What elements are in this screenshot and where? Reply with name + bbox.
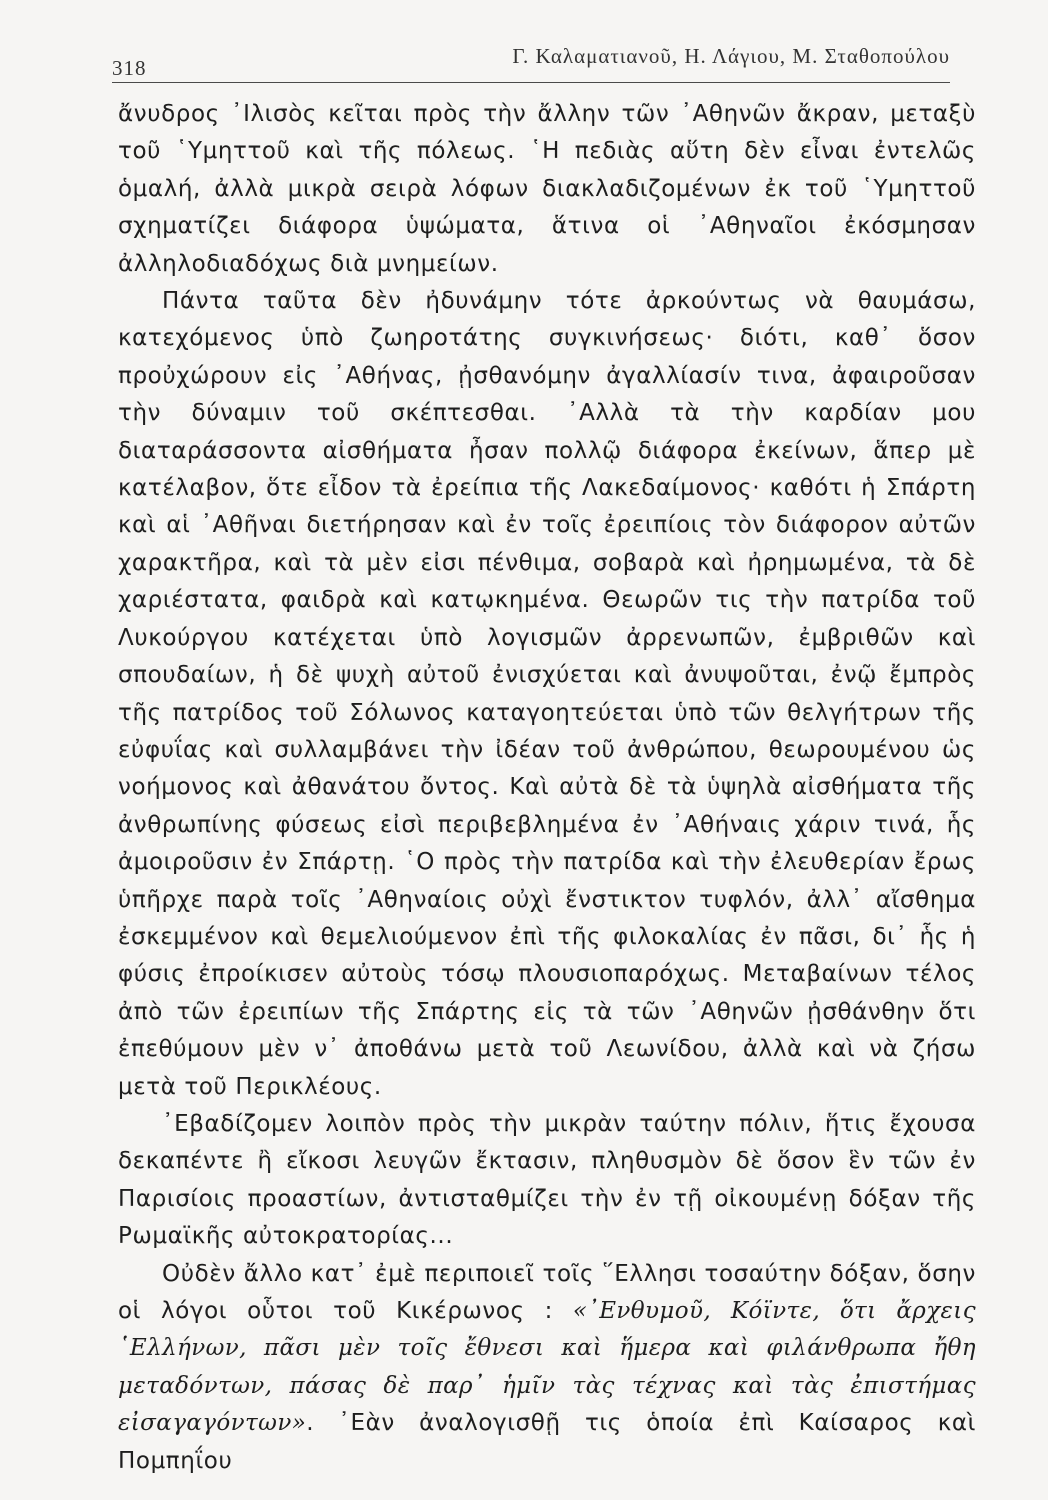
page-number: 318 [112,56,147,80]
paragraph-1: ἄνυδρος ᾿Ιλισὸς κεῖται πρὸς τὴν ἄλλην τῶν ᾿Αθηνῶν ἄκραν, μεταξὺ τοῦ ῾Υμηττοῦ καὶ τῆς πόλεως. ῾Η πεδιὰς αὕτη δὲν εἶναι ἐντελῶς ὁμαλή, ἀλλὰ μικρὰ σειρὰ λόφων διακλαδιζομένων ἐκ τοῦ ῾Υμηττοῦ σχηματίζει διάφορα ὑψώματα, ἅτινα οἱ ᾿Αθηναῖοι ἐκόσμησαν ἀλληλοδιαδόχως διὰ μνημείων. [118,101,976,277]
paragraph-4-tail: . ᾿Εὰν ἀναλογισθῇ τις ὁποία ἐπὶ Καίσαρος καὶ Πομπηΐου [118,1410,976,1474]
cicero-quotation: «᾿Ενθυμοῦ, Κόϊντε, ὅτι ἄρχεις ῾Ελλήνων, πᾶσι μὲν τοῖς ἔθνεσι καὶ ἥμερα καὶ φιλάνθρωπα ἤθη μεταδόντων, πάσας δὲ παρ᾿ ἡμῖν τὰς τέχνας καὶ τὰς ἐπιστήμας εἰσαγαγόντων» [118,1298,976,1437]
paragraph-4 [118,1256,976,1480]
body-text [118,96,976,1480]
running-head [112,38,950,80]
header-rule [112,82,950,83]
running-head-authors: Γ. Καλαματιανοῦ, Η. Λάγιου, Μ. Σταθοπούλου [512,44,950,68]
paragraph-2: Πάντα ταῦτα δὲν ἠδυνάμην τότε ἀρκούντως νὰ θαυμάσω, κατεχόμενος ὑπὸ ζωηροτάτης συγκινήσεως· διότι, καθ᾿ ὅσον προὐχώρουν εἰς ᾿Αθήνας, ᾐσθανόμην ἀγαλλίασίν τινα, ἀφαιροῦσαν τὴν δύναμιν τοῦ σκέπτεσθαι. ᾿Αλλὰ τὰ τὴν καρδίαν μου διαταράσσοντα αἰσθήματα ἦσαν πολλῷ διάφορα ἐκείνων, ἅπερ μὲ κατέλαβον, ὅτε εἶδον τὰ ἐρείπια τῆς Λακεδαίμονος· καθότι ἡ Σπάρτη καὶ αἱ ᾿Αθῆναι διετήρησαν καὶ ἐν τοῖς ἐρειπίοις τὸν διάφορον αὐτῶν χαρακτῆρα, καὶ τὰ μὲν εἰσι πένθιμα, σοβαρὰ καὶ ἠρημωμένα, τὰ δὲ χαριέστατα, φαιδρὰ καὶ κατῳκημένα. Θεωρῶν τις τὴν πατρίδα τοῦ Λυκούργου κατέχεται ὑπὸ λογισμῶν ἀρρενωπῶν, ἐμβριθῶν καὶ σπουδαίων, ἡ δὲ ψυχὴ αὐτοῦ ἐνισχύεται καὶ ἀνυψοῦται, ἐνῷ ἔμπρὸς τῆς πατρίδος τοῦ Σόλωνος καταγοητεύεται ὑπὸ τῶν θελγήτρων τῆς εὐφυΐας καὶ συλλαμβάνει τὴν ἰδέαν τοῦ ἀνθρώπου, θεωρουμένου ὡς νοήμονος καὶ ἀθανάτου ὄντος. Καὶ αὐτὰ δὲ τὰ ὑψηλὰ αἰσθήματα τῆς ἀνθρωπίνης φύσεως εἰσὶ περιβεβλημένα ἐν ᾿Αθήναις χάριν τινά, ἧς ἀμοιροῦσιν ἐν Σπάρτῃ. ῾Ο πρὸς τὴν πατρίδα καὶ τὴν ἐλευθερίαν ἔρως ὑπῆρχε παρὰ τοῖς ᾿Αθηναίοις οὐχὶ ἔνστικτον τυφλόν, ἀλλ᾿ αἴσθημα ἐσκεμμένον καὶ θεμελιούμενον ἐπὶ τῆς φιλοκαλίας ἐν πᾶσι, δι᾿ ἧς ἡ φύσις ἐπροίκισεν αὐτοὺς τόσῳ πλουσιοπαρόχως. Μεταβαίνων τέλος ἀπὸ τῶν ἐρειπίων τῆς Σπάρτης εἰς τὰ τῶν ᾿Αθηνῶν ᾐσθάνθην ὅτι ἐπεθύμουν μὲν ν᾿ ἀποθάνω μετὰ τοῦ Λεωνίδου, ἀλλὰ καὶ νὰ ζήσω μετὰ τοῦ Περικλέους. [118,288,976,1100]
paragraph-3: ᾿Εβαδίζομεν λοιπὸν πρὸς τὴν μικρὰν ταύτην πόλιν, ἥτις ἔχουσα δεκαπέντε ἢ εἴκοσι λευγῶν ἔκτασιν, πληθυσμὸν δὲ ὅσον ἓν τῶν ἐν Παρισίοις προαστίων, ἀντισταθμίζει τὴν ἐν τῇ οἰκουμένῃ δόξαν τῆς Ρωμαϊκῆς αὐτοκρατορίας... [118,1110,976,1250]
paragraph-4-lead: Οὐδὲν ἄλλο κατ᾿ ἐμὲ περιποιεῖ τοῖς ῞Ελλησι τοσαύτην δόξαν, ὅσην οἱ λόγοι οὗτοι τοῦ Κικέρωνος : [118,1260,976,1324]
